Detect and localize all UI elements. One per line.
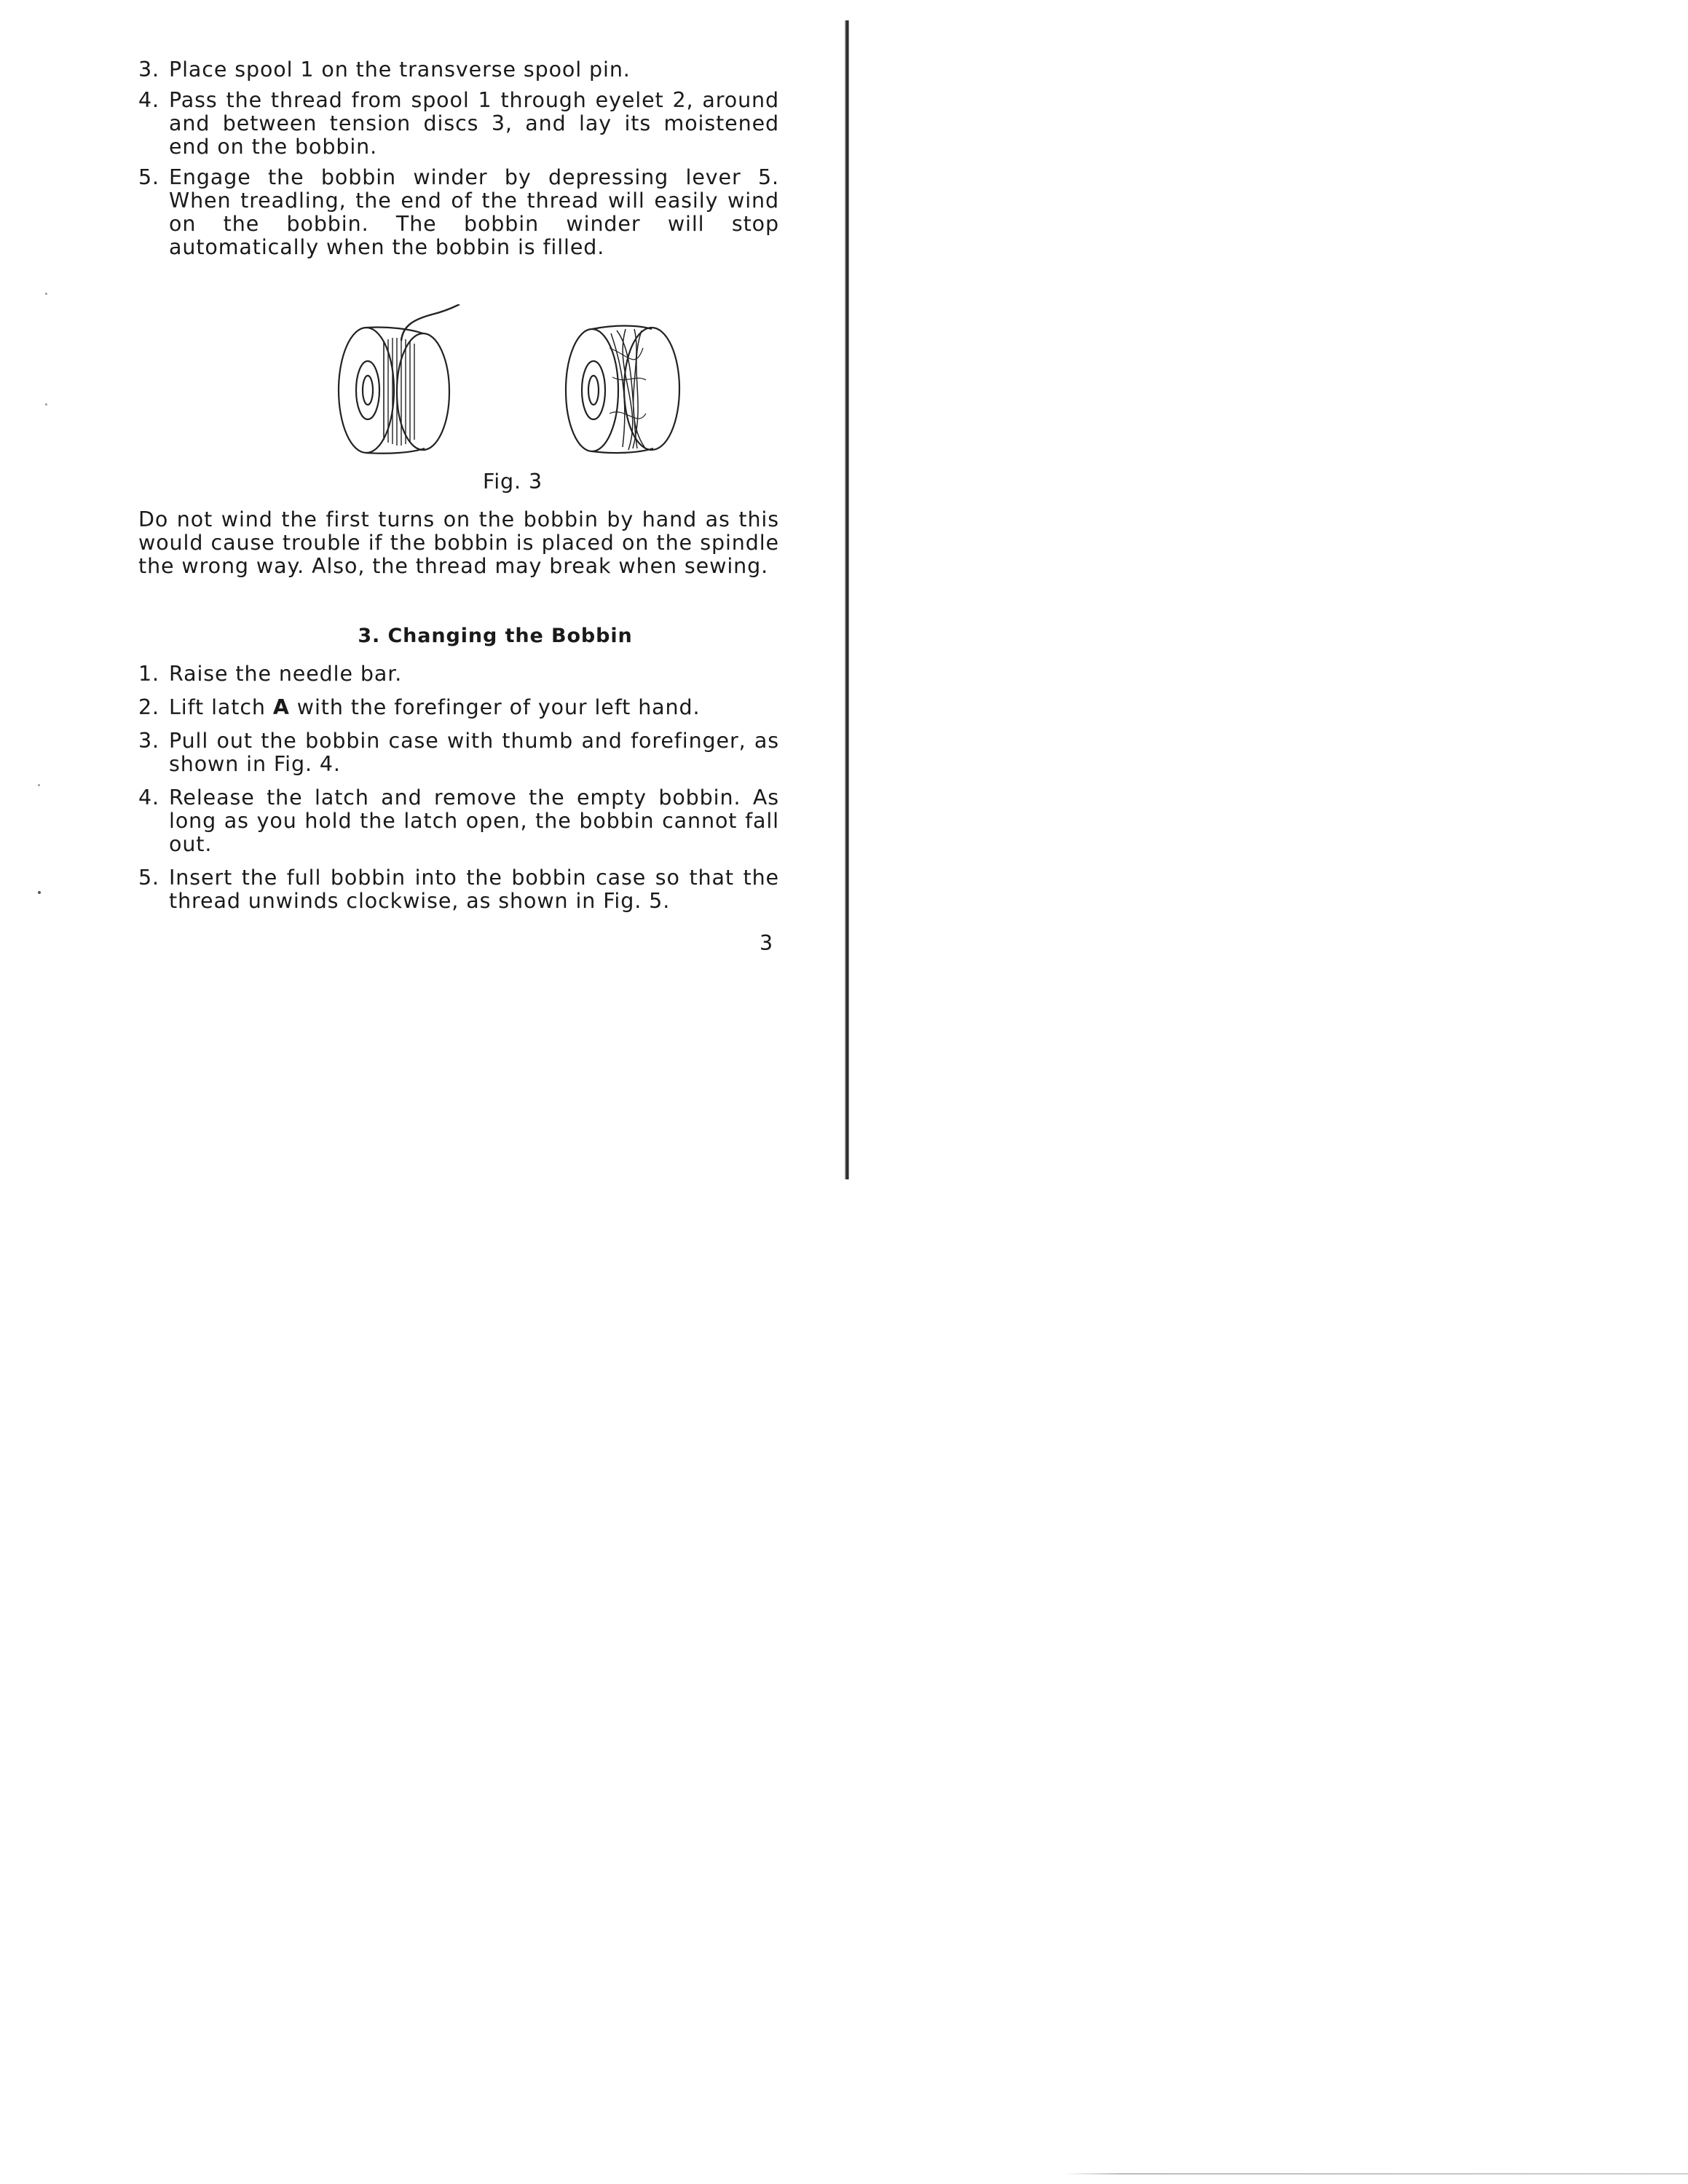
- step-text: [169, 696, 779, 719]
- step-number: 1.: [138, 662, 159, 686]
- page-number: 3: [759, 931, 773, 955]
- step-text: Raise the needle bar.: [169, 662, 403, 686]
- scan-speck: [38, 891, 41, 894]
- step-4-pass-thread: [138, 89, 779, 159]
- step-number: 3.: [138, 729, 159, 753]
- section-heading: 3. Changing the Bobbin: [358, 625, 633, 647]
- figure-3: [138, 304, 779, 501]
- step-number: 5.: [138, 866, 159, 890]
- winding-note: Do not wind the first turns on the bobbin by hand as this would cause trouble if the bobbin is placed on the spindle the wrong way. Also, the thread may break when sewing.: [138, 507, 779, 578]
- step-3-place-spool: [138, 58, 779, 82]
- step-number: 4.: [138, 88, 159, 112]
- bobbin-step-2: [138, 696, 779, 719]
- step-number: 5.: [138, 165, 159, 189]
- bobbin-step-5: [138, 866, 779, 913]
- step-text: Pull out the bobbin case with thumb and forefinger, as shown in Fig. 4.: [169, 729, 779, 776]
- bobbin-filled-icon: [566, 326, 679, 454]
- step-text: Insert the full bobbin into the bobbin case so that the thread unwinds clockwise, as shown in Fig. 5.: [169, 866, 779, 913]
- bobbin-partly-wound-icon: [339, 304, 460, 454]
- latch-label: A: [272, 695, 290, 719]
- scan-bottom-edge: [1063, 2173, 1688, 2175]
- step-text: Release the latch and remove the empty bobbin. As long as you hold the latch open, the bobbin cannot fall out.: [169, 786, 779, 856]
- bobbin-step-1: [138, 662, 779, 686]
- step-number: 4.: [138, 786, 159, 810]
- bobbin-step-4: [138, 786, 779, 856]
- step-text: Engage the bobbin winder by depressing lever 5. When treadling, the end of the thread will easily wind on the bobbin. The bobbin winder will stop automatically when the bobbin is filled.: [169, 165, 779, 259]
- scan-speck: [45, 293, 47, 295]
- step-text: Pass the thread from spool 1 through eyelet 2, around and between tension discs 3, and lay its moistened end on the bobbin.: [169, 88, 779, 159]
- step-text: Place spool 1 on the transverse spool pin.: [169, 58, 631, 82]
- step-number: 3.: [138, 58, 159, 82]
- scan-speck: [45, 403, 47, 405]
- page-edge-rule: [845, 20, 849, 1179]
- step-number: 2.: [138, 695, 159, 719]
- step-text-end: with the forefinger of your left hand.: [289, 695, 701, 719]
- scan-speck: [38, 784, 40, 786]
- figure-caption: Fig. 3: [483, 470, 543, 494]
- text-column: [138, 58, 779, 955]
- bobbins-illustration: [330, 304, 727, 459]
- bobbin-step-3: [138, 729, 779, 776]
- step-5-engage-winder: [138, 166, 779, 259]
- step-text-start: Lift latch: [169, 695, 273, 719]
